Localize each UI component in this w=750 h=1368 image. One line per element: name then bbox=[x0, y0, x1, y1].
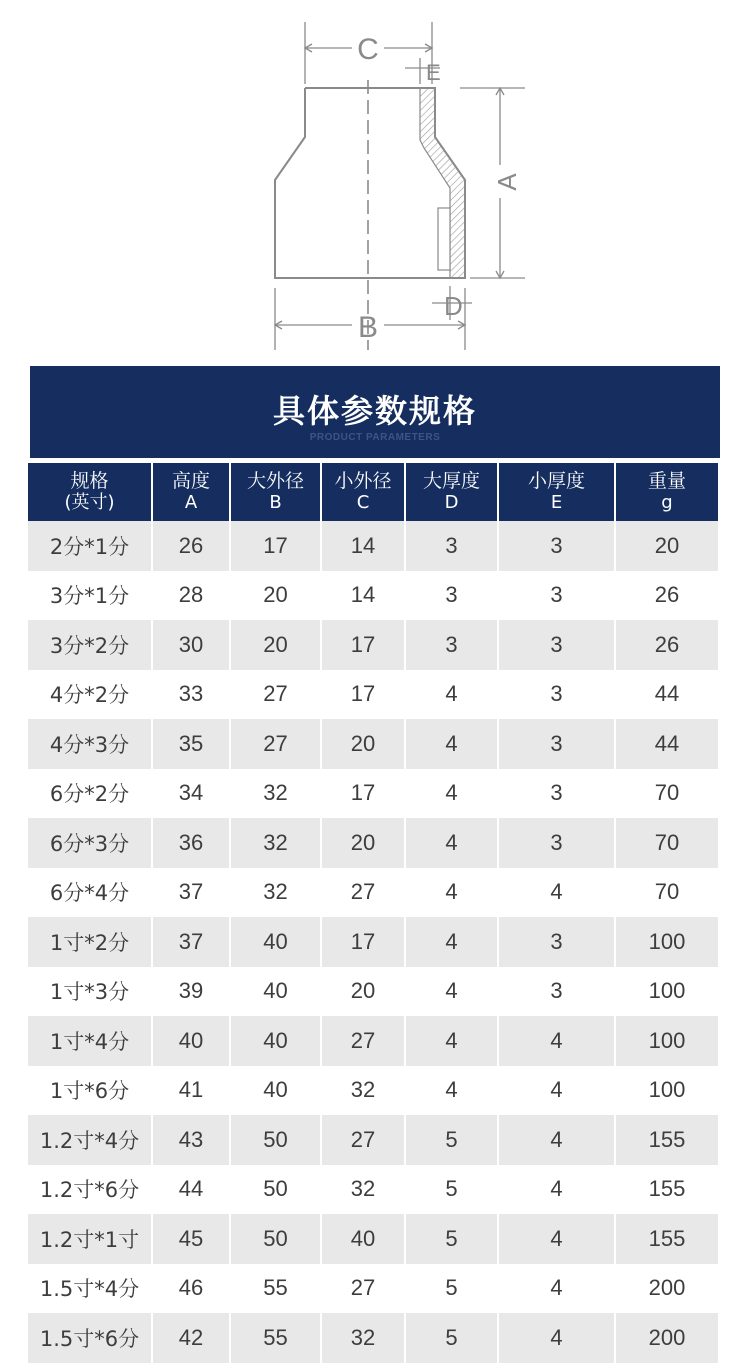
cell-thickness-d: 5 bbox=[404, 1115, 497, 1165]
table-row bbox=[28, 1214, 718, 1264]
cell-thickness-d: 4 bbox=[404, 967, 497, 1017]
cell-weight: 200 bbox=[614, 1313, 718, 1363]
cell-thickness-d: 4 bbox=[404, 1016, 497, 1066]
table-row bbox=[28, 917, 718, 967]
cell-height: 36 bbox=[151, 818, 229, 868]
cell-outer-c: 20 bbox=[320, 967, 404, 1017]
cell-thickness-e: 3 bbox=[497, 670, 614, 720]
cell-outer-b: 27 bbox=[229, 719, 320, 769]
cell-outer-c: 14 bbox=[320, 521, 404, 571]
table-row bbox=[28, 818, 718, 868]
cell-spec: 1.2寸*4分 bbox=[28, 1115, 151, 1165]
header-height-a: 高度 A bbox=[151, 463, 229, 521]
cell-height: 41 bbox=[151, 1066, 229, 1116]
cell-height: 26 bbox=[151, 521, 229, 571]
cell-spec: 6分*3分 bbox=[28, 818, 151, 868]
cell-thickness-e: 4 bbox=[497, 1115, 614, 1165]
cell-thickness-d: 4 bbox=[404, 868, 497, 918]
table-row bbox=[28, 868, 718, 918]
cell-spec: 3分*1分 bbox=[28, 571, 151, 621]
cell-spec: 4分*3分 bbox=[28, 719, 151, 769]
cell-height: 37 bbox=[151, 917, 229, 967]
label-d: D bbox=[444, 291, 463, 321]
header-outer-b: 大外径 B bbox=[229, 463, 320, 521]
cell-thickness-e: 4 bbox=[497, 1066, 614, 1116]
cell-spec: 1寸*4分 bbox=[28, 1016, 151, 1066]
header-small-thickness-e: 小厚度 E bbox=[497, 463, 614, 521]
inner-step bbox=[438, 208, 450, 270]
table-row bbox=[28, 719, 718, 769]
cell-weight: 155 bbox=[614, 1165, 718, 1215]
cell-outer-b: 40 bbox=[229, 917, 320, 967]
cell-weight: 44 bbox=[614, 670, 718, 720]
cell-thickness-d: 5 bbox=[404, 1214, 497, 1264]
cell-height: 40 bbox=[151, 1016, 229, 1066]
cell-weight: 70 bbox=[614, 818, 718, 868]
cell-spec: 1.2寸*6分 bbox=[28, 1165, 151, 1215]
cell-outer-c: 27 bbox=[320, 1264, 404, 1314]
spec-table bbox=[28, 463, 718, 1363]
cell-thickness-e: 3 bbox=[497, 769, 614, 819]
cell-weight: 20 bbox=[614, 521, 718, 571]
table-row bbox=[28, 769, 718, 819]
cell-weight: 70 bbox=[614, 868, 718, 918]
cell-thickness-d: 3 bbox=[404, 571, 497, 621]
cell-thickness-d: 4 bbox=[404, 917, 497, 967]
cell-height: 35 bbox=[151, 719, 229, 769]
cell-height: 28 bbox=[151, 571, 229, 621]
cell-outer-b: 50 bbox=[229, 1214, 320, 1264]
cell-outer-b: 50 bbox=[229, 1165, 320, 1215]
cell-weight: 44 bbox=[614, 719, 718, 769]
cell-height: 45 bbox=[151, 1214, 229, 1264]
cell-outer-c: 17 bbox=[320, 917, 404, 967]
cell-outer-b: 55 bbox=[229, 1313, 320, 1363]
cell-thickness-d: 5 bbox=[404, 1313, 497, 1363]
cell-thickness-d: 4 bbox=[404, 719, 497, 769]
cell-height: 44 bbox=[151, 1165, 229, 1215]
cell-height: 46 bbox=[151, 1264, 229, 1314]
cell-thickness-e: 4 bbox=[497, 1016, 614, 1066]
cell-thickness-d: 3 bbox=[404, 620, 497, 670]
table-row bbox=[28, 1066, 718, 1116]
cell-spec: 1.5寸*6分 bbox=[28, 1313, 151, 1363]
cell-outer-b: 32 bbox=[229, 868, 320, 918]
cell-thickness-d: 5 bbox=[404, 1264, 497, 1314]
cell-thickness-e: 3 bbox=[497, 620, 614, 670]
cell-outer-b: 20 bbox=[229, 620, 320, 670]
cell-thickness-d: 5 bbox=[404, 1165, 497, 1215]
cell-thickness-e: 3 bbox=[497, 967, 614, 1017]
cell-outer-c: 17 bbox=[320, 620, 404, 670]
banner-subtitle: PRODUCT PARAMETERS bbox=[309, 432, 441, 443]
cell-thickness-e: 4 bbox=[497, 1214, 614, 1264]
cell-outer-b: 55 bbox=[229, 1264, 320, 1314]
cell-height: 30 bbox=[151, 620, 229, 670]
cell-outer-c: 32 bbox=[320, 1066, 404, 1116]
cell-outer-c: 27 bbox=[320, 1115, 404, 1165]
cell-outer-c: 20 bbox=[320, 719, 404, 769]
cell-outer-b: 17 bbox=[229, 521, 320, 571]
cell-weight: 100 bbox=[614, 1066, 718, 1116]
cell-outer-b: 32 bbox=[229, 818, 320, 868]
table-row bbox=[28, 521, 718, 571]
cell-weight: 100 bbox=[614, 917, 718, 967]
cell-weight: 26 bbox=[614, 571, 718, 621]
cell-outer-b: 40 bbox=[229, 1016, 320, 1066]
label-e: E bbox=[426, 60, 441, 85]
cell-thickness-e: 3 bbox=[497, 818, 614, 868]
table-row bbox=[28, 1313, 718, 1363]
cell-height: 37 bbox=[151, 868, 229, 918]
cell-outer-b: 32 bbox=[229, 769, 320, 819]
cell-thickness-e: 3 bbox=[497, 917, 614, 967]
cell-outer-c: 20 bbox=[320, 818, 404, 868]
cell-outer-c: 27 bbox=[320, 868, 404, 918]
cell-height: 39 bbox=[151, 967, 229, 1017]
cell-thickness-e: 4 bbox=[497, 868, 614, 918]
table-row bbox=[28, 571, 718, 621]
banner-title: 具体参数规格 bbox=[272, 392, 477, 430]
table-row bbox=[28, 1115, 718, 1165]
header-small-outer-c: 小外径 C bbox=[320, 463, 404, 521]
cell-outer-b: 50 bbox=[229, 1115, 320, 1165]
cell-outer-b: 40 bbox=[229, 967, 320, 1017]
cell-height: 43 bbox=[151, 1115, 229, 1165]
cell-height: 42 bbox=[151, 1313, 229, 1363]
label-b: B bbox=[357, 311, 379, 344]
cell-weight: 26 bbox=[614, 620, 718, 670]
cell-spec: 1寸*6分 bbox=[28, 1066, 151, 1116]
fitting-outline bbox=[275, 88, 465, 278]
cell-outer-c: 17 bbox=[320, 670, 404, 720]
cell-spec: 6分*2分 bbox=[28, 769, 151, 819]
cell-thickness-e: 3 bbox=[497, 571, 614, 621]
cell-thickness-d: 4 bbox=[404, 1066, 497, 1116]
cell-thickness-e: 4 bbox=[497, 1165, 614, 1215]
header-weight: 重量 g bbox=[614, 463, 718, 521]
cell-outer-b: 27 bbox=[229, 670, 320, 720]
table-row bbox=[28, 1264, 718, 1314]
cell-weight: 200 bbox=[614, 1264, 718, 1314]
cell-outer-c: 32 bbox=[320, 1165, 404, 1215]
cell-thickness-d: 4 bbox=[404, 769, 497, 819]
header-big-thickness-d: 大厚度 D bbox=[404, 463, 497, 521]
cell-thickness-d: 4 bbox=[404, 818, 497, 868]
reducer-dimension-diagram bbox=[0, 0, 750, 360]
cell-spec: 1寸*3分 bbox=[28, 967, 151, 1017]
cell-weight: 155 bbox=[614, 1115, 718, 1165]
table-row bbox=[28, 967, 718, 1017]
cell-spec: 1.5寸*4分 bbox=[28, 1264, 151, 1314]
header-spec: 规格 (英寸) bbox=[28, 463, 151, 521]
cell-spec: 6分*4分 bbox=[28, 868, 151, 918]
label-c: C bbox=[357, 33, 379, 66]
table-row bbox=[28, 1016, 718, 1066]
table-row bbox=[28, 620, 718, 670]
cell-outer-c: 40 bbox=[320, 1214, 404, 1264]
cell-thickness-d: 4 bbox=[404, 670, 497, 720]
cell-weight: 155 bbox=[614, 1214, 718, 1264]
section-banner bbox=[30, 366, 720, 458]
cell-outer-c: 32 bbox=[320, 1313, 404, 1363]
cell-outer-c: 14 bbox=[320, 571, 404, 621]
cell-thickness-d: 3 bbox=[404, 521, 497, 571]
cell-thickness-e: 3 bbox=[497, 521, 614, 571]
cell-thickness-e: 4 bbox=[497, 1264, 614, 1314]
table-body bbox=[28, 521, 718, 1363]
cell-weight: 70 bbox=[614, 769, 718, 819]
cell-outer-b: 20 bbox=[229, 571, 320, 621]
cell-height: 34 bbox=[151, 769, 229, 819]
cell-weight: 100 bbox=[614, 1016, 718, 1066]
cell-spec: 4分*2分 bbox=[28, 670, 151, 720]
cell-outer-b: 40 bbox=[229, 1066, 320, 1116]
cell-height: 33 bbox=[151, 670, 229, 720]
cell-spec: 3分*2分 bbox=[28, 620, 151, 670]
cell-outer-c: 17 bbox=[320, 769, 404, 819]
table-row bbox=[28, 670, 718, 720]
table-row bbox=[28, 1165, 718, 1215]
cell-spec: 2分*1分 bbox=[28, 521, 151, 571]
cell-thickness-e: 3 bbox=[497, 719, 614, 769]
cell-outer-c: 27 bbox=[320, 1016, 404, 1066]
cell-thickness-e: 4 bbox=[497, 1313, 614, 1363]
cell-weight: 100 bbox=[614, 967, 718, 1017]
table-header-row bbox=[28, 463, 718, 521]
cell-spec: 1寸*2分 bbox=[28, 917, 151, 967]
cell-spec: 1.2寸*1寸 bbox=[28, 1214, 151, 1264]
label-a: A bbox=[492, 173, 522, 191]
